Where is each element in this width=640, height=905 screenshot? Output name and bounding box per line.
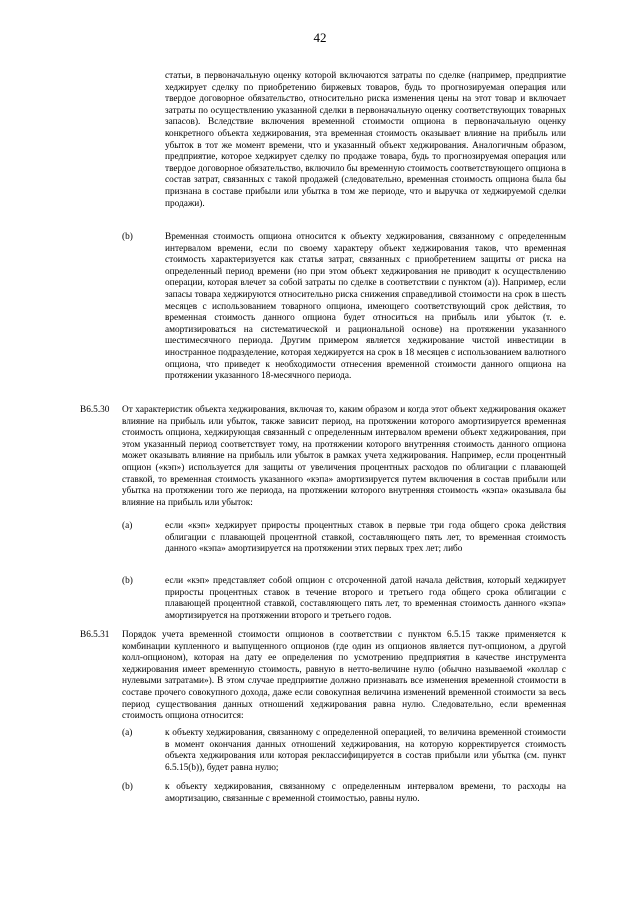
item-31b-marker: (b) <box>122 782 133 792</box>
page-number: 42 <box>313 30 327 45</box>
paragraph-b6-5-30 <box>122 405 566 509</box>
item-30a <box>165 521 566 556</box>
item-30a-marker: (a) <box>122 521 133 531</box>
paragraph-b6-5-31-text: Порядок учета временной стоимости опционов в соответствии с пунктом 6.5.15 также применяется к комбинации купленного и выпущенного опционов (где один из опционов является пут-опционом, а другой колл-опционом), которая на дату ее определения по усмотрению предприятия в качестве инструмента хеджирования имеет временную стоимость, равную в нетто-величине нулю (обычно называемой «коллар с нулевыми затратами»). В этом случае предприятие должно признавать все изменения временной стоимости в составе прочего совокупного дохода, даже если совокупная величина изменений временной стоимости за весь период существования данных отношений хеджирования равна нулю. Следовательно, если временная стоимость опциона относится: <box>122 630 566 722</box>
paragraph-b6-5-31 <box>122 630 566 723</box>
item-b-marker: (b) <box>122 232 133 242</box>
item-30b-marker: (b) <box>122 576 133 586</box>
item-31a-marker: (a) <box>122 728 133 738</box>
paragraph-b6-5-30-text: От характеристик объекта хеджирования, включая то, каким образом и когда этот объект хеджирования окажет влияние на прибыль или убыток, также зависит период, на протяжении которого амортизируется временная стоимость опциона, хеджирующая связанный с определенным интервалом времени объект хеджирования, при этом указанный период соответствует тому, на протяжении которого внутренняя стоимость данного опциона может оказывать влияние на прибыль или убыток в рамках учета хеджирования. Например, если процентный опцион («кэп») используется для защиты от увеличения процентных расходов по облигации с плавающей ставкой, то временная стоимость указанного «кэпа» амортизируется путем включения в состав прибыли или убытка на протяжении того же периода, на протяжении которого внутренняя стоимость «кэпа» оказывала бы влияние на прибыль или убыток: <box>122 405 566 508</box>
intro-text: статьи, в первоначальную оценку которой включаются затраты по сделке (например, предприятие хеджирует сделку по приобретению биржевых товаров, будь то прогнозируемая операция или твердое договорное обязательство, относительно риска изменения цены на этот товар и включает затраты по осуществлению указанной сделки в первоначальную оценку соответствующих товарных запасов). Вследствие включения временной стоимости опциона в первоначальную оценку конкретного объекта хеджирования, эта временная стоимость оказывает влияние на прибыль или убыток в тот же момент времени, что и указанный объект хеджирования. Аналогичным образом, предприятие, которое хеджирует сделку по продаже товара, будь то прогнозируемая операция или твердое договорное обязательство, включило бы временную стоимость соответствующего опциона в состав затрат, связанных с такой продажей (следовательно, временная стоимость опциона была бы признана в составе прибыли или убытка в том же периоде, что и выручка от хеджируемой сделки продажи). <box>165 71 566 209</box>
item-31a-text: к объекту хеджирования, связанному с определенной операцией, то величина временной стоимости в момент окончания данных отношений хеджирования, на которую корректируется стоимость объекта хеджирования или которая реклассифицируется в состав прибыли или убытка (см. пункт 6.5.15(b)), будет равна нулю; <box>165 728 566 773</box>
item-30a-text: если «кэп» хеджирует приросты процентных ставок в первые три года общего срока действия облигации с плавающей процентной ставкой, составляющего пять лет, то временная стоимость данного «кэпа» амортизируется на протяжении этих первых трех лет; либо <box>165 521 566 555</box>
item-30b-text: если «кэп» представляет собой опцион с отсроченной датой начала действия, который хеджирует приросты процентных ставок в течение второго и третьего года общего срока облигации с плавающей процентной ставкой, составляющего пять лет, то временная стоимость данного «кэпа» амортизируется на протяжении второго и третьего годов. <box>165 576 566 621</box>
item-30b <box>165 576 566 622</box>
item-31b <box>165 782 566 805</box>
item-b-text: Временная стоимость опциона относится к объекту хеджирования, связанному с определенным интервалом времени, если по своему характеру объект хеджирования таков, что временная стоимость характеризуется как статья затрат, связанных с приобретением защиты от риска на определенный период времени (но при этом объект хеджирования не приводит к осуществлению операции, которая влечет за собой затраты по сделке в соответствии с пунктом (а)). Например, если запасы товара хеджируются относительно риска снижения справедливой стоимости на срок в шесть месяцев с использованием товарного опциона, имеющего соответствующий срок действия, то временная стоимость данного опциона будет относиться на прибыль или убыток (т. е. амортизироваться на систематической и рациональной основе) на протяжении указанного шестимесячного периода. Другим примером является хеджирование чистой инвестиции в иностранное подразделение, которая хеджируется на срок в 18 месяцев с использованием валютного опциона, что приведет к необходимости отнесения временной стоимости данного опциона на протяжении указанного 18-месячного периода. <box>165 232 566 382</box>
item-b <box>165 232 566 383</box>
item-31a <box>165 728 566 774</box>
paragraph-number-b6-5-31: B6.5.31 <box>80 630 110 640</box>
paragraph-number-b6-5-30: B6.5.30 <box>80 405 110 415</box>
item-31b-text: к объекту хеджирования, связанному с определенным интервалом времени, то расходы на амортизацию, связанные с временной стоимостью, равны нулю. <box>165 782 566 804</box>
intro-paragraph <box>165 71 566 210</box>
